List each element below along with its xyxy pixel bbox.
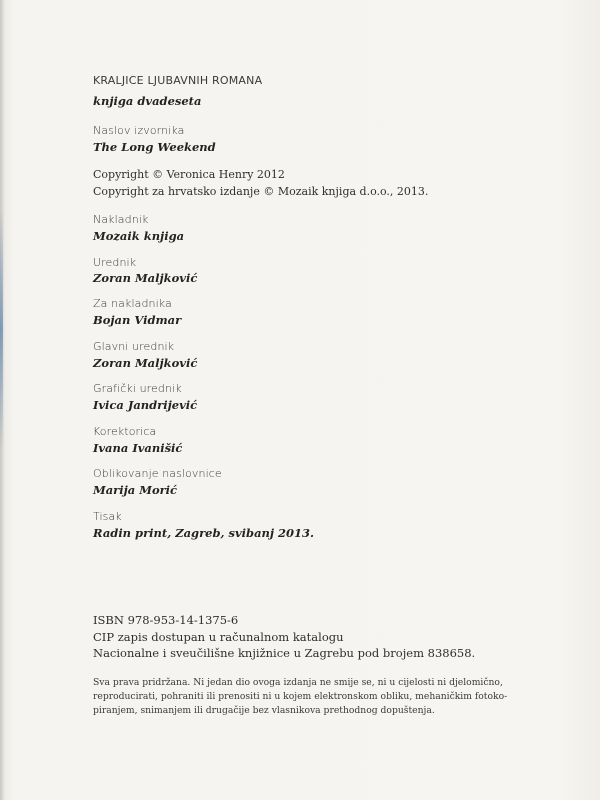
- credit-label-chief-editor: Glavni urednik: [93, 340, 175, 353]
- cip-line-1: CIP zapis dostupan u računalnom katalogu: [93, 630, 344, 644]
- credit-label-editor: Urednik: [93, 256, 137, 269]
- credit-label-publisher: Nakladnik: [93, 213, 149, 226]
- credit-value-proofreader: Ivana Ivanišić: [93, 441, 183, 455]
- credit-value-graphic-editor: Ivica Jandrijević: [93, 398, 198, 412]
- credit-value-for-publisher: Bojan Vidmar: [93, 313, 182, 327]
- credit-value-cover-design: Marija Morić: [93, 483, 178, 497]
- rights-line-3: piranjem, snimanjem ili drugačije bez vlasnikova prethodnog dopuštenja.: [93, 705, 435, 716]
- original-title-label: Naslov izvornika: [93, 124, 185, 137]
- series-volume: knjiga dvadeseta: [93, 94, 202, 108]
- credit-label-printing: Tisak: [93, 510, 122, 523]
- rights-line-1: Sva prava pridržana. Ni jedan dio ovoga izdanja ne smije se, ni u cijelosti ni djelomično,: [93, 677, 503, 688]
- original-title-value: The Long Weekend: [93, 140, 216, 154]
- credit-value-publisher: Mozaik knjiga: [93, 229, 185, 243]
- credit-label-proofreader: Korektorica: [93, 425, 157, 438]
- copyright-line-1: Copyright © Veronica Henry 2012: [93, 168, 285, 181]
- credit-value-printing: Radin print, Zagreb, svibanj 2013.: [93, 526, 315, 540]
- credit-label-cover-design: Oblikovanje naslovnice: [93, 467, 222, 480]
- copyright-line-2: Copyright za hrvatsko izdanje © Mozaik knjiga d.o.o., 2013.: [93, 185, 429, 198]
- credit-value-editor: Zoran Maljković: [93, 271, 198, 285]
- isbn-line: ISBN 978-953-14-1375-6: [93, 613, 239, 627]
- credit-label-for-publisher: Za nakladnika: [93, 297, 172, 310]
- series-title: KRALJICE LJUBAVNIH ROMANA: [93, 74, 263, 87]
- rights-notice: [93, 676, 578, 718]
- credit-value-chief-editor: Zoran Maljković: [93, 356, 198, 370]
- spine-edge: [0, 210, 3, 450]
- credit-label-graphic-editor: Grafički urednik: [93, 382, 182, 395]
- cip-line-2: Nacionalne i sveučilišne knjižnice u Zagrebu pod brojem 838658.: [93, 646, 476, 660]
- rights-line-2: reproducirati, pohraniti ili prenositi ni u kojem elektronskom obliku, mehaničkim fotoko-: [93, 691, 508, 702]
